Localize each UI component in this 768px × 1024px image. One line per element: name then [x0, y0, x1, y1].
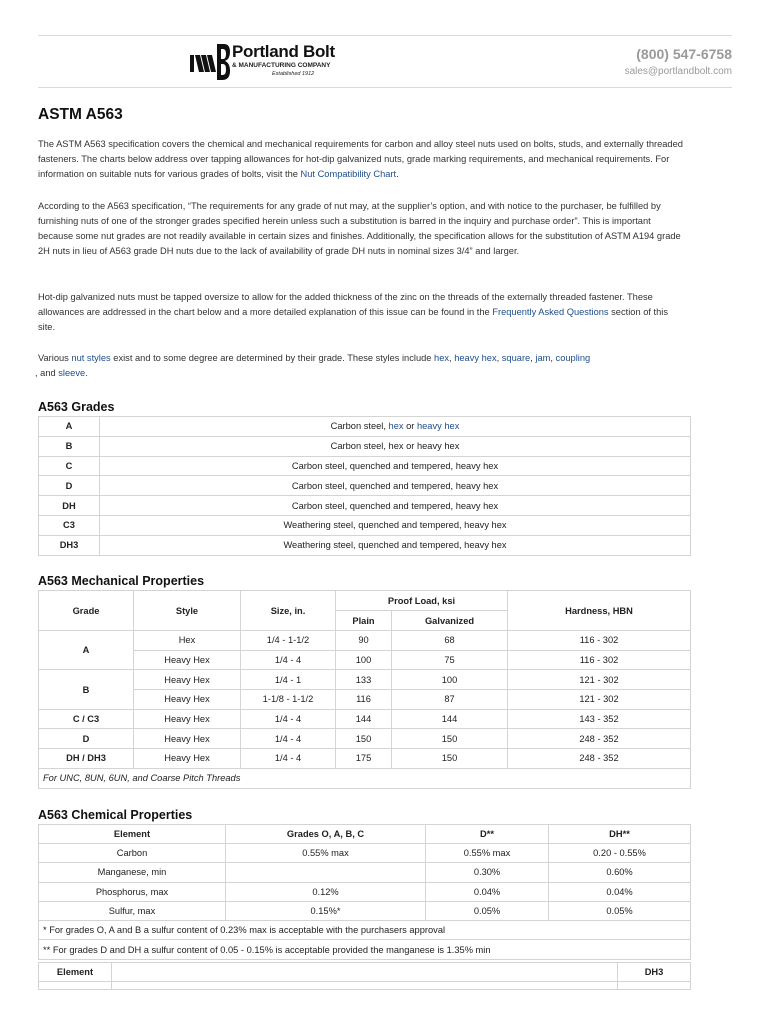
- chemical-heading: A563 Chemical Properties: [38, 808, 193, 822]
- element-cell: Phosphorus, max: [39, 882, 226, 901]
- table-note-row: [39, 768, 691, 788]
- plain-cell: 100: [336, 650, 392, 670]
- style-cell: Heavy Hex: [134, 749, 241, 769]
- table-row: [39, 650, 691, 670]
- value-cell: [226, 863, 426, 882]
- element-cell: Manganese, min: [39, 863, 226, 882]
- sleeve-link[interactable]: sleeve: [58, 368, 86, 378]
- value-cell: 0.20 - 0.55%: [549, 844, 691, 863]
- chemical-table-dh3: [38, 962, 691, 990]
- email-link[interactable]: sales@portlandbolt.com: [624, 66, 732, 77]
- size-cell: 1/4 - 4: [241, 709, 336, 729]
- table-header-row: [39, 825, 691, 844]
- table-row: [39, 749, 691, 769]
- table-row: [39, 729, 691, 749]
- table-header-row: [39, 963, 691, 982]
- table-row: [39, 709, 691, 729]
- col-header-hardness: Hardness, HBN: [508, 591, 691, 631]
- col-header-grades-oabc: Grades O, A, B, C: [226, 825, 426, 844]
- intro-paragraph-1: The ASTM A563 specification covers the chemical and mechanical requirements for carbon and alloy steel nuts used on bolts, studs, and externally threaded fasteners. The charts below address over tapping allowances for hot-dip galvanized nuts, grade marking requirements, and mechanical requirements. For information on suitable nuts for various grades of bolts, visit the Nut Compatibility Chart.: [38, 139, 683, 179]
- brand-name: Portland Bolt: [232, 42, 335, 61]
- value-cell: 0.30%: [426, 863, 549, 882]
- size-cell: 1/4 - 1: [241, 670, 336, 690]
- table-note-row: [39, 920, 691, 940]
- table-row: [39, 436, 691, 456]
- table-row: [39, 631, 691, 651]
- value-cell: 0.04%: [549, 882, 691, 901]
- table-row: [39, 901, 691, 920]
- style-cell: Heavy Hex: [134, 709, 241, 729]
- plain-cell: 144: [336, 709, 392, 729]
- grade-desc-cell: Carbon steel, quenched and tempered, heavy hex: [100, 496, 691, 516]
- col-header-size: Size, in.: [241, 591, 336, 631]
- intro-paragraph-4: Various nut styles exist and to some degree are determined by their grade. These styles include hex, heavy hex, square, jam, coupling , and sleeve.: [35, 353, 591, 378]
- col-header-element: Element: [39, 825, 226, 844]
- value-cell: 0.60%: [549, 863, 691, 882]
- hardness-cell: 121 - 302: [508, 690, 691, 710]
- hex-table-link[interactable]: hex: [388, 421, 404, 432]
- value-cell: 0.12%: [226, 882, 426, 901]
- style-cell: Heavy Hex: [134, 650, 241, 670]
- grade-desc-cell: Carbon steel, hex or heavy hex: [100, 417, 691, 437]
- galv-cell: 150: [392, 729, 508, 749]
- grade-cell: C3: [39, 515, 100, 535]
- grades-table: [38, 416, 691, 556]
- grade-desc-cell: Weathering steel, quenched and tempered, heavy hex: [100, 535, 691, 555]
- table-row: [39, 417, 691, 437]
- style-cell: Heavy Hex: [134, 729, 241, 749]
- jam-link[interactable]: jam: [535, 353, 551, 363]
- grade-cell: C: [39, 456, 100, 476]
- square-link[interactable]: square: [501, 353, 531, 363]
- chemical-note-1: * For grades O, A and B a sulfur content of 0.23% max is acceptable with the purchasers approval: [39, 920, 691, 940]
- nut-styles-link[interactable]: nut styles: [71, 353, 111, 363]
- plain-cell: 90: [336, 631, 392, 651]
- mechanical-table: [38, 590, 691, 789]
- grade-cell: D: [39, 729, 134, 749]
- faq-link[interactable]: Frequently Asked Questions: [492, 307, 609, 317]
- top-divider: [38, 35, 732, 36]
- table-row: [39, 882, 691, 901]
- col-header-element: Element: [39, 963, 112, 982]
- style-cell: Hex: [134, 631, 241, 651]
- plain-cell: 133: [336, 670, 392, 690]
- grade-desc-cell: Carbon steel, quenched and tempered, heavy hex: [100, 456, 691, 476]
- grade-cell: A: [39, 631, 134, 670]
- grade-cell: DH3: [39, 535, 100, 555]
- size-cell: 1/4 - 1-1/2: [241, 631, 336, 651]
- galv-cell: 87: [392, 690, 508, 710]
- col-header-d: D**: [426, 825, 549, 844]
- grade-desc-cell: Carbon steel, hex or heavy hex: [100, 436, 691, 456]
- col-header-proof-load: Proof Load, ksi: [336, 591, 508, 611]
- nut-compatibility-chart-link[interactable]: Nut Compatibility Chart: [300, 169, 397, 179]
- table-row: [39, 456, 691, 476]
- coupling-link[interactable]: coupling: [555, 353, 591, 363]
- col-header-galvanized: Galvanized: [392, 611, 508, 631]
- size-cell: 1-1/8 - 1-1/2: [241, 690, 336, 710]
- plain-cell: 150: [336, 729, 392, 749]
- hardness-cell: 143 - 352: [508, 709, 691, 729]
- value-cell: 0.05%: [549, 901, 691, 920]
- col-header-dh: DH**: [549, 825, 691, 844]
- table-note-row: [39, 940, 691, 960]
- galv-cell: 100: [392, 670, 508, 690]
- grade-cell: A: [39, 417, 100, 437]
- table-row: [39, 476, 691, 496]
- intro-paragraph-3: Hot-dip galvanized nuts must be tapped oversize to allow for the added thickness of the zinc on the threads of the externally threaded fastener. These allowances are addressed in the chart below and a more detailed explanation of this issue can be found in the Frequently Asked Questions section of this site.: [38, 292, 669, 332]
- value-cell: 0.55% max: [426, 844, 549, 863]
- table-row: [39, 515, 691, 535]
- table-row: [39, 535, 691, 555]
- element-cell: Carbon: [39, 844, 226, 863]
- chemical-note-2: ** For grades D and DH a sulfur content of 0.05 - 0.15% is acceptable provided the manganese is 1.35% min: [39, 940, 691, 960]
- hardness-cell: 116 - 302: [508, 631, 691, 651]
- grade-cell: C / C3: [39, 709, 134, 729]
- mechanical-heading: A563 Mechanical Properties: [38, 574, 205, 588]
- page-title: ASTM A563: [38, 106, 123, 123]
- brand-established: Established 1912: [272, 71, 315, 77]
- table-row: [39, 863, 691, 882]
- grade-desc-cell: Weathering steel, quenched and tempered, heavy hex: [100, 515, 691, 535]
- col-header-plain: Plain: [336, 611, 392, 631]
- phone-number[interactable]: (800) 547-6758: [636, 46, 732, 62]
- element-cell: Sulfur, max: [39, 901, 226, 920]
- hardness-cell: 116 - 302: [508, 650, 691, 670]
- galv-cell: 150: [392, 749, 508, 769]
- mechanical-note: For UNC, 8UN, 6UN, and Coarse Pitch Threads: [39, 768, 691, 788]
- table-row: [39, 844, 691, 863]
- col-header-dh3: DH3: [618, 963, 691, 982]
- grades-heading: A563 Grades: [38, 400, 115, 414]
- size-cell: 1/4 - 4: [241, 650, 336, 670]
- galv-cell: 75: [392, 650, 508, 670]
- table-row: [39, 670, 691, 690]
- hardness-cell: 248 - 352: [508, 729, 691, 749]
- col-header-blank: [112, 963, 618, 982]
- value-cell: 0.55% max: [226, 844, 426, 863]
- table-row: [39, 496, 691, 516]
- size-cell: 1/4 - 4: [241, 749, 336, 769]
- col-header-style: Style: [134, 591, 241, 631]
- table-row: [39, 690, 691, 710]
- table-row: [39, 982, 691, 990]
- value-cell: 0.04%: [426, 882, 549, 901]
- hex-link[interactable]: hex: [434, 353, 450, 363]
- intro-paragraph-2: According to the A563 specification, “The requirements for any grade of nut may, at the supplier’s option, and with notice to the purchaser, be fulfilled by furnishing nuts of one of the stronger grades specified herein unless such a substitution is barred in the inquiry and purchase order”. This is important because some nut grades are not readily available in certain sizes and finishes. Additionally, the specification allows for the substitution of ASTM A194 grade 2H nuts in lieu of A563 grade DH nuts due to the lack of availability of grade DH nuts in nominal sizes 3/4” and larger.: [38, 201, 681, 256]
- galv-cell: 144: [392, 709, 508, 729]
- value-cell: [112, 982, 618, 990]
- element-cell: [39, 982, 112, 990]
- grade-cell: B: [39, 436, 100, 456]
- col-header-grade: Grade: [39, 591, 134, 631]
- grade-desc-cell: Carbon steel, quenched and tempered, heavy hex: [100, 476, 691, 496]
- company-logo[interactable]: [190, 42, 365, 84]
- size-cell: 1/4 - 4: [241, 729, 336, 749]
- plain-cell: 116: [336, 690, 392, 710]
- value-cell: 0.05%: [426, 901, 549, 920]
- galv-cell: 68: [392, 631, 508, 651]
- grade-cell: D: [39, 476, 100, 496]
- hardness-cell: 121 - 302: [508, 670, 691, 690]
- value-cell: 0.15%*: [226, 901, 426, 920]
- grade-cell: B: [39, 670, 134, 709]
- brand-subtitle: & MANUFACTURING COMPANY: [232, 62, 331, 69]
- heavy-hex-link[interactable]: heavy hex: [454, 353, 497, 363]
- style-cell: Heavy Hex: [134, 670, 241, 690]
- hardness-cell: 248 - 352: [508, 749, 691, 769]
- bolt-logo-icon: [190, 42, 230, 82]
- header-divider: [38, 87, 732, 88]
- chemical-table: [38, 824, 691, 960]
- value-cell: [618, 982, 691, 990]
- grade-cell: DH: [39, 496, 100, 516]
- heavy-hex-table-link[interactable]: heavy hex: [416, 421, 460, 432]
- plain-cell: 175: [336, 749, 392, 769]
- table-header-row: [39, 591, 691, 611]
- style-cell: Heavy Hex: [134, 690, 241, 710]
- grade-cell: DH / DH3: [39, 749, 134, 769]
